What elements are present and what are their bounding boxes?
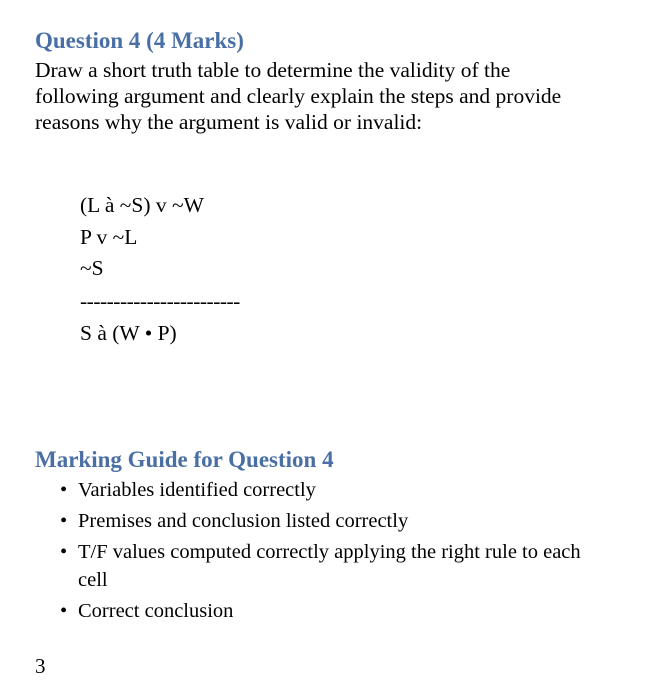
premise-3: ~S bbox=[80, 256, 104, 280]
list-item bbox=[60, 476, 600, 504]
question-title: Question 4 (4 Marks) bbox=[35, 28, 244, 53]
list-item-text: Premises and conclusion listed correctly bbox=[78, 510, 409, 532]
list-item-text: Correct conclusion bbox=[78, 600, 234, 622]
premise-1: (L à ~S) v ~W bbox=[80, 193, 204, 217]
list-item bbox=[60, 507, 600, 535]
list-item-text: Variables identified correctly bbox=[78, 479, 316, 501]
instruction-line: Draw a short truth table to determine the validity of the bbox=[35, 58, 511, 82]
list-item-text: T/F values computed correctly applying the right rule to each cell bbox=[78, 541, 581, 591]
page-number: 3 bbox=[35, 654, 46, 678]
instruction-line: reasons why the argument is valid or invalid: bbox=[35, 110, 423, 134]
list-item bbox=[60, 597, 600, 625]
marking-guide-title: Marking Guide for Question 4 bbox=[35, 447, 334, 472]
bullet-icon: • bbox=[60, 510, 68, 532]
bullet-icon: • bbox=[60, 479, 68, 501]
question-instructions bbox=[35, 57, 615, 135]
premise-2: P v ~L bbox=[80, 225, 138, 249]
argument-separator: ------------------------ bbox=[80, 289, 240, 313]
argument-conclusion: S à (W • P) bbox=[80, 321, 177, 345]
instruction-line: following argument and clearly explain the steps and provide bbox=[35, 84, 562, 108]
bullet-icon: • bbox=[60, 541, 68, 563]
list-item bbox=[60, 538, 600, 594]
marking-guide-list bbox=[60, 476, 600, 628]
bullet-icon: • bbox=[60, 600, 68, 622]
